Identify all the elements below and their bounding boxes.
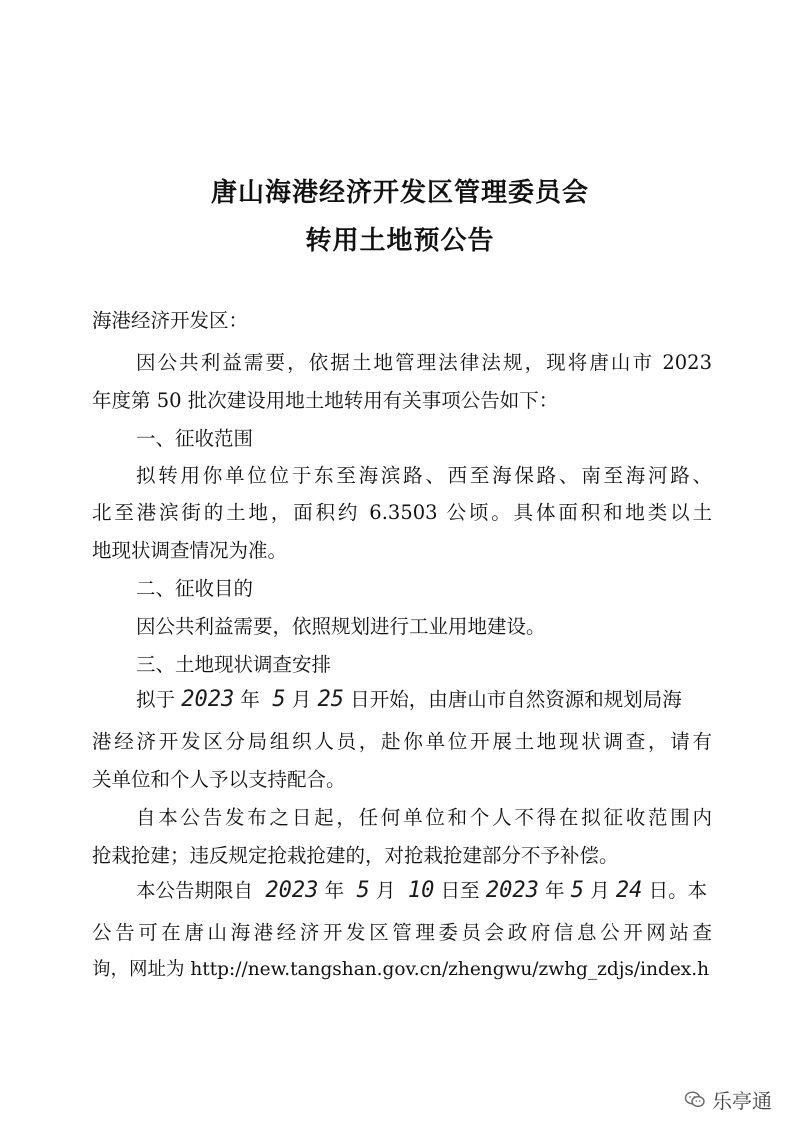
handwritten-day: 25	[317, 687, 344, 712]
wechat-watermark	[684, 1085, 772, 1114]
para5-line-1	[136, 875, 756, 903]
wechat-icon	[684, 1090, 706, 1110]
section1-line-1: 拟转用你单位位于东至海滨路、西至海保路、南至海河路、	[136, 464, 712, 487]
handwritten-year: 2023	[265, 878, 319, 903]
text: 年	[545, 879, 565, 902]
section3-line-2: 港经济开发区分局组织人员，赴你单位开展土地现状调查，请有	[92, 730, 712, 753]
text: 日开始，由唐山市自然资源和规划局海	[350, 688, 682, 711]
section3-line-1	[136, 684, 756, 712]
section3-title: 三、土地现状调查安排	[136, 653, 332, 676]
text: 本公告期限自	[136, 879, 254, 902]
handwritten-day: 24	[615, 878, 643, 903]
intro-line-1: 因公共利益需要，依据土地管理法律法规，现将唐山市 2023	[136, 351, 712, 374]
para5-line-3: 询，网址为 http://new.tangshan.gov.cn/zhengwu/zwhg_zdjs/index.h	[92, 959, 710, 980]
handwritten-month: 5	[272, 687, 286, 712]
para4-line-2: 抢栽抢建；违反规定抢栽抢建的，对抢栽抢建部分不予补偿。	[92, 844, 619, 867]
text: 年	[324, 879, 345, 902]
text: 月	[590, 879, 610, 902]
document-title-line2: 转用土地预公告	[305, 226, 495, 256]
handwritten-day: 10	[407, 878, 435, 903]
section3-line-3: 关单位和个人予以支持配合。	[92, 768, 346, 791]
text: 月	[375, 879, 396, 902]
section1-line-2: 北至港滨街的土地，面积约 6.3503 公顷。具体面积和地类以土	[92, 501, 712, 524]
handwritten-month: 5	[356, 878, 370, 903]
text: 日。本	[648, 879, 708, 902]
addressee: 海港经济开发区：	[92, 309, 249, 332]
text: 日至	[440, 879, 480, 902]
section1-line-3: 地现状调查情况为准。	[92, 539, 288, 562]
watermark-label: 乐亭通	[712, 1089, 772, 1113]
text: 拟于	[136, 688, 176, 711]
handwritten-month: 5	[570, 878, 584, 903]
text: 年	[240, 688, 260, 711]
section2-line-1: 因公共利益需要，依照规划进行工业用地建设。	[136, 615, 546, 638]
text: 月	[291, 688, 312, 711]
para5-line-2: 公告可在唐山海港经济开发区管理委员会政府信息公开网站查	[92, 921, 712, 944]
document-title-line1: 唐山海港经济开发区管理委员会	[210, 178, 589, 208]
intro-line-2: 年度第 50 批次建设用地土地转用有关事项公告如下：	[92, 389, 559, 412]
handwritten-year: 2023	[181, 687, 235, 712]
section2-title: 二、征收目的	[136, 577, 254, 600]
para4-line-1: 自本公告发布之日起，任何单位和个人不得在拟征收范围内	[136, 806, 712, 829]
handwritten-year: 2023	[485, 878, 539, 903]
section1-title: 一、征收范围	[136, 427, 254, 450]
